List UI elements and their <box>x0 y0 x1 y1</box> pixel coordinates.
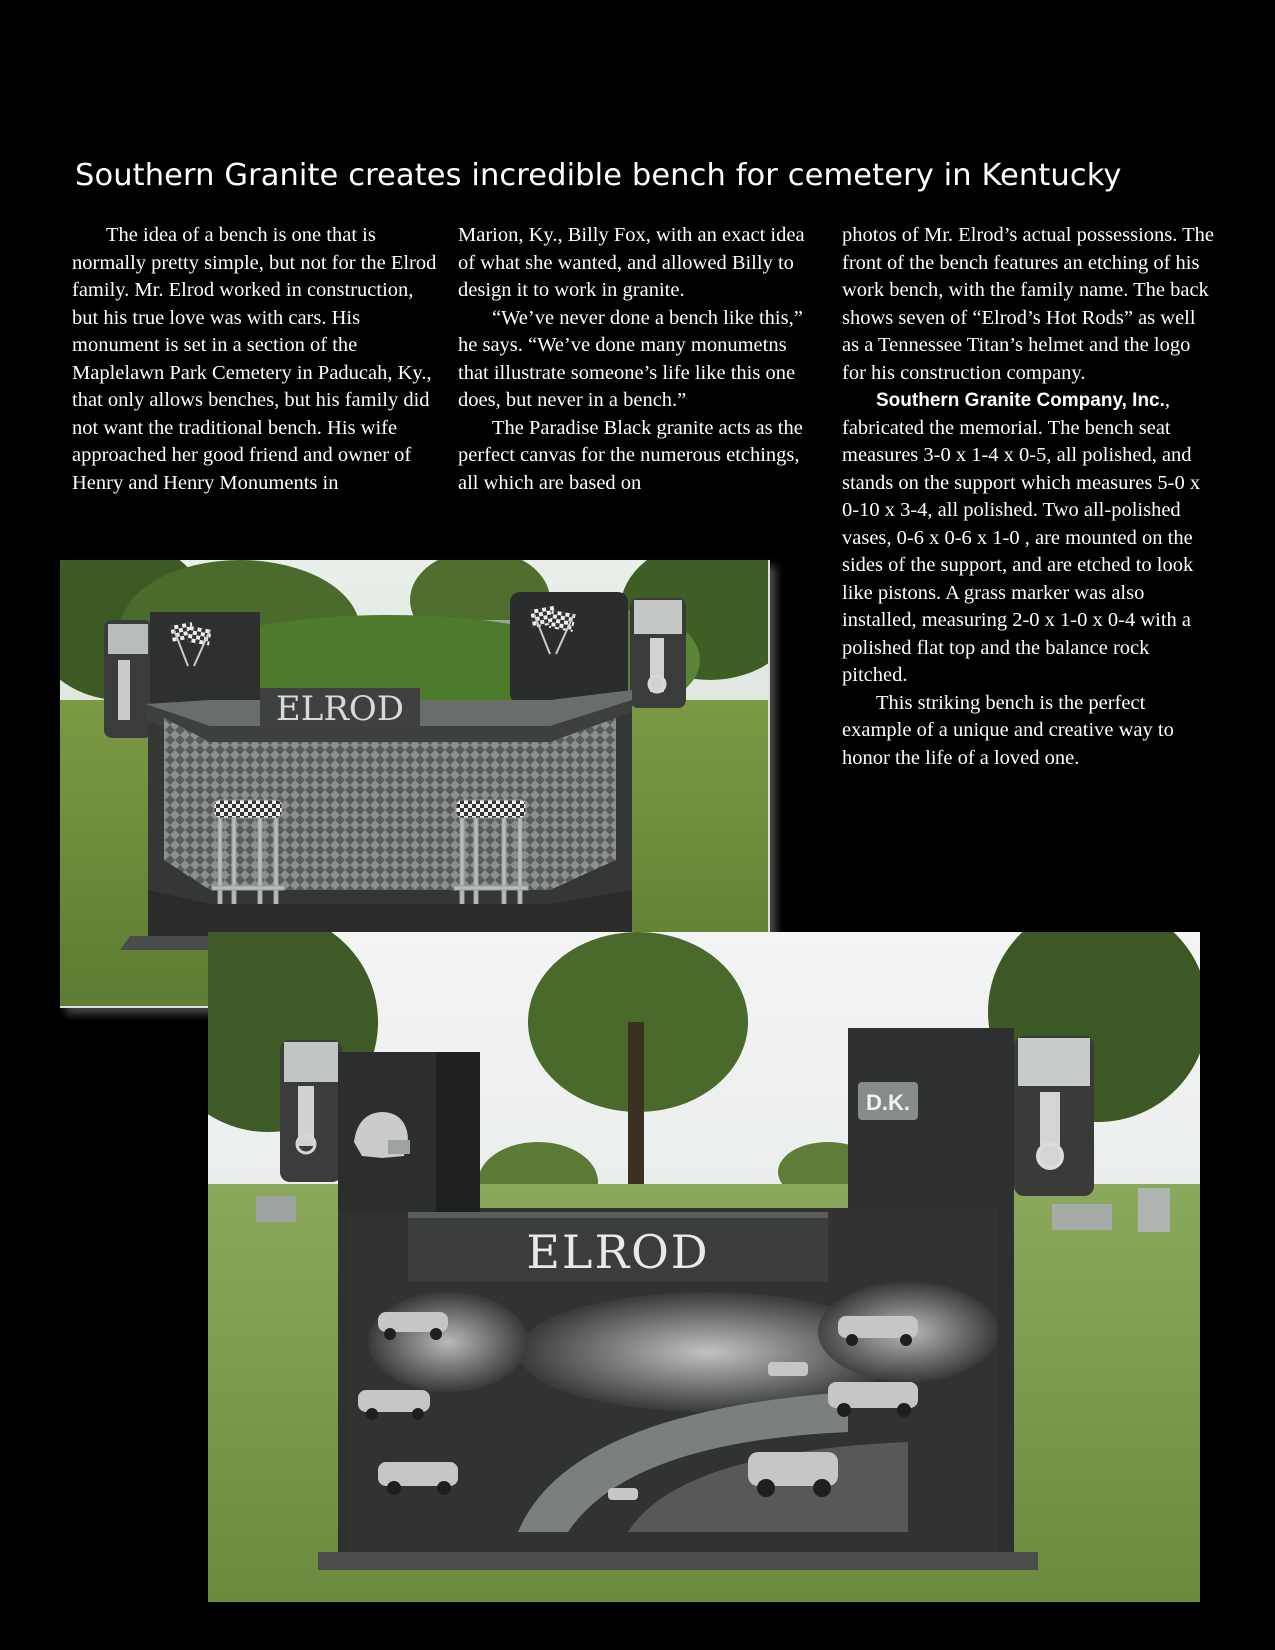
paragraph-quote: “We’ve never done a bench like this,” he says. “We’ve done many monumetns that illustrate someone’s life like this one does, but never in a bench.” <box>458 306 803 411</box>
paragraph-continued: Marion, Ky., Billy Fox, with an exact idea of what she wanted, and allowed Billy to design it to work in granite. <box>458 224 805 301</box>
paragraph: This striking bench is the perfect example of a unique and creative way to honor the life of a loved one. <box>842 691 1174 769</box>
article-headline: Southern Granite creates incredible bench for cemetery in Kentucky <box>75 158 1122 193</box>
paragraph <box>842 387 1214 690</box>
paragraph-text: , fabricated the memorial. The bench seat measures 3-0 x 1-4 x 0-5, all polished, and stands on the support which measures 5-0 x 0-10 x 3-4, all polished. Two all-polished vases, 0-6 x 0-6 x 1-0 , are mounted on the sides of the support, and are etched to look like pistons. A grass marker was also installed, measuring 2-0 x 1-0 x 0-4 with a polished flat top and the balance rock pitched. <box>842 389 1201 686</box>
article-column-2 <box>458 222 818 497</box>
paragraph: The idea of a bench is one that is normally pretty simple, but not for the Elrod family. Mr. Elrod worked in construction, but his true love was with cars. His monument is set in a section of the Maplelawn Park Cemetery in Paducah, Ky., that only allows benches, but his family did not want the traditional bench. His wife approached her good friend and owner of Henry and Henry Monuments in <box>72 224 437 494</box>
article-column-1 <box>72 222 444 497</box>
engraving-text: ELROD <box>275 689 405 729</box>
paragraph-continued: photos of Mr. Elrod’s actual possessions. The front of the bench features an etching of his work bench, with the family name. The back shows seven of “Elrod’s Hot Rods” as well as a Tennessee Titan’s helmet and the logo for his construction company. <box>842 224 1215 384</box>
article-column-3 <box>842 222 1214 772</box>
paragraph: The Paradise Black granite acts as the perfect canvas for the numerous etchings, all which are based on <box>458 416 803 494</box>
company-name: Southern Granite Company, Inc. <box>876 390 1165 411</box>
engraving-text: ELROD <box>526 1225 710 1279</box>
construction-logo-text: D.K. <box>866 1090 910 1115</box>
photo-bench-back <box>208 932 1200 1602</box>
